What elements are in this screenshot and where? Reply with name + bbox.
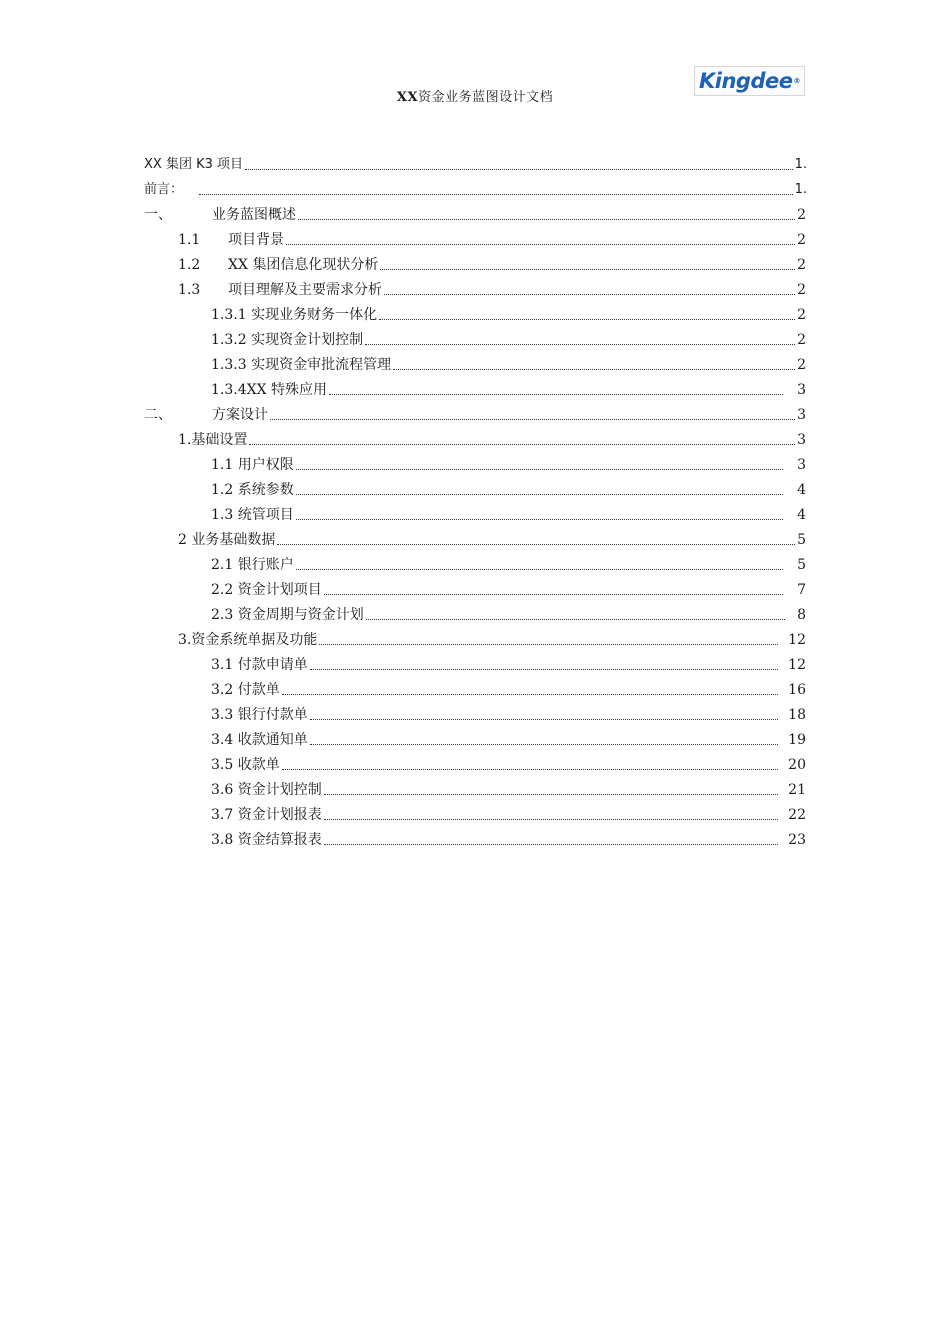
toc-entry-page: 7: [797, 582, 806, 598]
toc-entry-title: 项目理解及主要需求分析: [228, 282, 382, 298]
toc-entry[interactable]: [178, 627, 806, 649]
toc-leader: [329, 393, 783, 395]
toc-entry[interactable]: [211, 727, 806, 749]
toc-leader: [296, 468, 783, 470]
toc-leader: [245, 168, 793, 170]
toc-entry-page: 16: [788, 682, 806, 698]
toc-entry[interactable]: [178, 252, 806, 274]
toc-leader: [277, 543, 795, 545]
toc-entry-page: 21: [788, 782, 806, 798]
toc-entry-title: 前言：: [144, 182, 184, 197]
toc-entry-page: 4: [797, 507, 806, 523]
toc-entry-title: 2.3 资金周期与资金计划: [211, 607, 364, 623]
toc-leader: [319, 643, 778, 645]
toc-entry-page: 5: [797, 557, 806, 573]
toc-entry-page: 2: [797, 257, 806, 273]
logo-text: Kingdee: [699, 69, 793, 93]
toc-entry-title: 方案设计: [212, 407, 268, 423]
toc-leader: [199, 193, 793, 195]
registered-mark: ®: [793, 77, 800, 85]
toc-entry-title: 3.4 收款通知单: [211, 732, 308, 748]
toc-leader: [282, 693, 778, 695]
toc-entry-title: XX 集团信息化现状分析: [228, 257, 379, 273]
toc-entry-page: 2: [797, 282, 806, 298]
toc-leader: [296, 518, 783, 520]
toc-entry-page: 12: [788, 632, 806, 648]
toc-entry[interactable]: [178, 277, 806, 299]
toc-entry-page: 3: [797, 457, 806, 473]
toc-entry-title: 1.3 统管项目: [211, 507, 294, 523]
toc-leader: [380, 268, 795, 270]
toc-entry-page: 8: [797, 607, 806, 623]
toc-leader: [324, 793, 778, 795]
toc-entry-title: 3.资金系统单据及功能: [178, 632, 318, 648]
toc-leader: [393, 368, 795, 370]
toc-leader: [286, 243, 795, 245]
toc-entry-page: 23: [788, 832, 806, 848]
toc-entry-title: 项目背景: [228, 232, 284, 248]
toc-leader: [384, 293, 795, 295]
toc-entry-number: 一、: [144, 207, 172, 223]
toc-entry-page: 4: [797, 482, 806, 498]
toc-entry[interactable]: [178, 427, 806, 449]
toc-entry-title: 2 业务基础数据: [178, 532, 276, 548]
toc-entry[interactable]: [178, 227, 806, 249]
toc-entry[interactable]: [144, 152, 807, 174]
toc-entry[interactable]: [211, 577, 806, 599]
toc-entry[interactable]: [211, 652, 806, 674]
toc-entry-page: 20: [788, 757, 806, 773]
toc-entry[interactable]: [211, 602, 806, 624]
toc-entry-title: 3.8 资金结算报表: [211, 832, 322, 848]
toc-leader: [365, 343, 795, 345]
toc-entry-page: 2: [797, 307, 806, 323]
toc-entry-title: 3.7 资金计划报表: [211, 807, 322, 823]
toc-entry-title: 业务蓝图概述: [212, 207, 296, 223]
toc-entry[interactable]: [211, 452, 806, 474]
toc-entry-page: 19: [788, 732, 806, 748]
toc-entry[interactable]: [211, 827, 806, 849]
toc-leader: [310, 743, 778, 745]
toc-entry-title: 1.基础设置: [178, 432, 248, 448]
toc-entry-page: 2: [797, 332, 806, 348]
toc-entry-title: 1.3.4XX 特殊应用: [211, 382, 328, 398]
toc-entry[interactable]: [211, 777, 806, 799]
toc-entry-title: 2.2 资金计划项目: [211, 582, 322, 598]
toc-leader: [249, 443, 795, 445]
toc-leader: [310, 718, 778, 720]
toc-leader: [282, 768, 778, 770]
toc-leader: [296, 493, 783, 495]
toc-leader: [298, 218, 795, 220]
toc-entry-page: 22: [788, 807, 806, 823]
toc-leader: [324, 843, 778, 845]
toc-entry-title: 1.3.3 实现资金审批流程管理: [211, 357, 392, 373]
toc-entry-number: 二、: [144, 407, 172, 423]
toc-entry-title: 3.3 银行付款单: [211, 707, 308, 723]
toc-entry[interactable]: [144, 402, 806, 424]
toc-entry-page: 2: [797, 232, 806, 248]
toc-entry-page: 1.: [794, 157, 807, 172]
toc-entry[interactable]: [211, 377, 806, 399]
header-title-prefix: XX: [396, 90, 419, 105]
toc-entry[interactable]: [144, 202, 806, 224]
toc-leader: [324, 593, 783, 595]
toc-entry-page: 5: [797, 532, 806, 548]
toc-entry[interactable]: [178, 527, 806, 549]
header-title-text: 资金业务蓝图设计文档: [418, 90, 554, 105]
toc-leader: [366, 618, 785, 620]
toc-entry-title: 3.5 收款单: [211, 757, 280, 773]
toc-entry[interactable]: [211, 502, 806, 524]
toc-entry-title: 1.3.2 实现资金计划控制: [211, 332, 364, 348]
toc-entry[interactable]: [211, 702, 806, 724]
toc-entry-title: 3.6 资金计划控制: [211, 782, 322, 798]
toc-entry-page: 1.: [794, 182, 807, 197]
toc-entry[interactable]: [211, 677, 806, 699]
toc-entry[interactable]: [211, 352, 806, 374]
toc-entry-page: 2: [797, 357, 806, 373]
toc-entry[interactable]: [144, 177, 807, 199]
toc-entry-title: 3.1 付款申请单: [211, 657, 308, 673]
toc-entry-number: 1.2: [178, 257, 201, 273]
toc-entry-title: 1.2 系统参数: [211, 482, 294, 498]
toc-leader: [379, 318, 795, 320]
toc-entry-page: 18: [788, 707, 806, 723]
toc-entry[interactable]: [211, 327, 806, 349]
toc-leader: [296, 568, 783, 570]
toc-entry-page: 12: [788, 657, 806, 673]
toc-entry-page: 3: [797, 407, 806, 423]
toc-entry[interactable]: [211, 752, 806, 774]
toc-entry[interactable]: [211, 802, 806, 824]
toc-entry-title: XX 集团 K3 项目: [144, 157, 244, 172]
toc-entry-title: 2.1 银行账户: [211, 557, 294, 573]
toc-entry-number: 1.1: [178, 232, 201, 248]
toc-leader: [324, 818, 778, 820]
toc-leader: [270, 418, 795, 420]
toc-entry-title: 1.3.1 实现业务财务一体化: [211, 307, 378, 323]
toc-entry-title: 1.1 用户权限: [211, 457, 294, 473]
toc-leader: [310, 668, 778, 670]
toc-entry[interactable]: [211, 477, 806, 499]
toc-entry-page: 3: [797, 382, 806, 398]
toc-entry-number: 1.3: [178, 282, 201, 298]
toc-entry-page: 3: [797, 432, 806, 448]
toc-entry[interactable]: [211, 302, 806, 324]
toc-entry-title: 3.2 付款单: [211, 682, 280, 698]
toc-entry[interactable]: [211, 552, 806, 574]
toc-entry-page: 2: [797, 207, 806, 223]
